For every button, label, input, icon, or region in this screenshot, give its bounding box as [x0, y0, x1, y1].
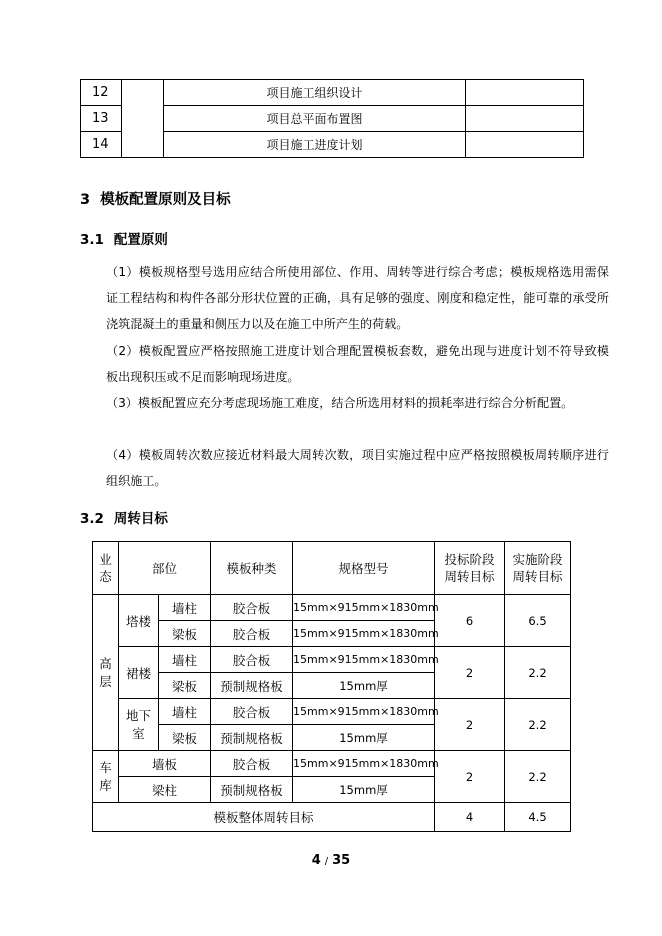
section-3-heading	[80, 188, 231, 209]
header-row	[93, 542, 571, 595]
row-number: 13	[81, 106, 122, 132]
section-title: 模板配置原则及目标	[100, 192, 231, 208]
section-3-2-heading	[80, 507, 168, 527]
header-formwork: 模板种类	[211, 542, 293, 595]
impl-target-cell: 2.2	[505, 699, 571, 751]
total-label: 模板整体周转目标	[93, 803, 435, 832]
table-row	[93, 699, 571, 725]
formwork-cell: 预制规格板	[211, 725, 293, 751]
total-impl-target: 4.5	[505, 803, 571, 832]
total-bid-target: 4	[435, 803, 505, 832]
spec-cell: 15mm×915mm×1830mm	[293, 621, 435, 647]
part-cell: 梁板	[159, 673, 211, 699]
table-row	[93, 595, 571, 621]
spec-cell: 15mm×915mm×1830mm	[293, 699, 435, 725]
formwork-cell: 胶合板	[211, 699, 293, 725]
table-row	[81, 80, 584, 106]
garage-cell: 车库	[93, 751, 119, 803]
basement-cell: 地下室	[119, 699, 159, 751]
paragraph-3: （3）模板配置应充分考虑现场施工难度，结合所选用材料的损耗率进行综合分析配置。	[106, 396, 574, 410]
impl-target-cell: 2.2	[505, 647, 571, 699]
turnover-target-table	[92, 541, 571, 832]
spec-cell: 15mm厚	[293, 777, 435, 803]
spec-cell: 15mm厚	[293, 673, 435, 699]
empty-cell	[466, 80, 584, 106]
paragraph-2: （2）模板配置应严格按照施工进度计划合理配置模板套数，避免出现与进度计划不符导致模板出现积压或不足而影响现场进度。	[106, 344, 609, 384]
impl-target-cell: 2.2	[505, 751, 571, 803]
spec-cell: 15mm厚	[293, 725, 435, 751]
header-bid-target: 投标阶段周转目标	[435, 542, 505, 595]
header-impl-target: 实施阶段周转目标	[505, 542, 571, 595]
podium-cell: 裙楼	[119, 647, 159, 699]
bid-target-cell: 2	[435, 699, 505, 751]
header-type: 业态	[93, 542, 119, 595]
section-title: 周转目标	[113, 511, 168, 527]
bid-target-cell: 2	[435, 647, 505, 699]
formwork-cell: 胶合板	[211, 595, 293, 621]
part-cell: 梁板	[159, 725, 211, 751]
tower-cell: 塔楼	[119, 595, 159, 647]
spec-cell: 15mm×915mm×1830mm	[293, 595, 435, 621]
impl-target-cell: 6.5	[505, 595, 571, 647]
paragraph-1: （1）模板规格型号选用应结合所使用部位、作用、周转等进行综合考虑；模板规格选用需保证工程结构和构件各部分形状位置的正确，具有足够的强度、刚度和稳定性，能可靠的承受所浇筑混凝土的重量和侧压力以及在施工中所产生的荷载。	[106, 265, 609, 331]
document-name: 项目总平面布置图	[164, 106, 466, 132]
part-cell: 梁板	[159, 621, 211, 647]
empty-cell	[466, 106, 584, 132]
bid-target-cell: 6	[435, 595, 505, 647]
paragraph-4: （4）模板周转次数应接近材料最大周转次数，项目实施过程中应严格按照模板周转顺序进行组织施工。	[106, 448, 609, 488]
table-row	[93, 647, 571, 673]
part-cell: 墙柱	[159, 699, 211, 725]
bid-target-cell: 2	[435, 751, 505, 803]
document-name: 项目施工进度计划	[164, 132, 466, 158]
document-list-table	[80, 79, 584, 158]
header-spec: 规格型号	[293, 542, 435, 595]
total-pages: 35	[332, 853, 351, 868]
current-page: 4	[311, 853, 321, 868]
page-number	[0, 852, 662, 868]
part-cell: 墙板	[119, 751, 211, 777]
part-cell: 墙柱	[159, 647, 211, 673]
formwork-cell: 胶合板	[211, 751, 293, 777]
formwork-cell: 预制规格板	[211, 777, 293, 803]
header-part: 部位	[119, 542, 211, 595]
page-separator: /	[324, 856, 329, 867]
formwork-cell: 胶合板	[211, 621, 293, 647]
empty-cell	[466, 132, 584, 158]
spec-cell: 15mm×915mm×1830mm	[293, 751, 435, 777]
section-number: 3.2	[80, 511, 104, 527]
spec-cell: 15mm×915mm×1830mm	[293, 647, 435, 673]
section-title: 配置原则	[113, 232, 168, 248]
formwork-cell: 胶合板	[211, 647, 293, 673]
part-cell: 梁柱	[119, 777, 211, 803]
merged-empty-cell	[122, 80, 164, 158]
document-name: 项目施工组织设计	[164, 80, 466, 106]
section-number: 3	[80, 192, 91, 208]
section-3-1-heading	[80, 228, 168, 248]
high-rise-cell: 高层	[93, 595, 119, 751]
table-row	[93, 751, 571, 777]
row-number: 14	[81, 132, 122, 158]
row-number: 12	[81, 80, 122, 106]
part-cell: 墙柱	[159, 595, 211, 621]
section-number: 3.1	[80, 232, 104, 248]
total-row	[93, 803, 571, 832]
formwork-cell: 预制规格板	[211, 673, 293, 699]
